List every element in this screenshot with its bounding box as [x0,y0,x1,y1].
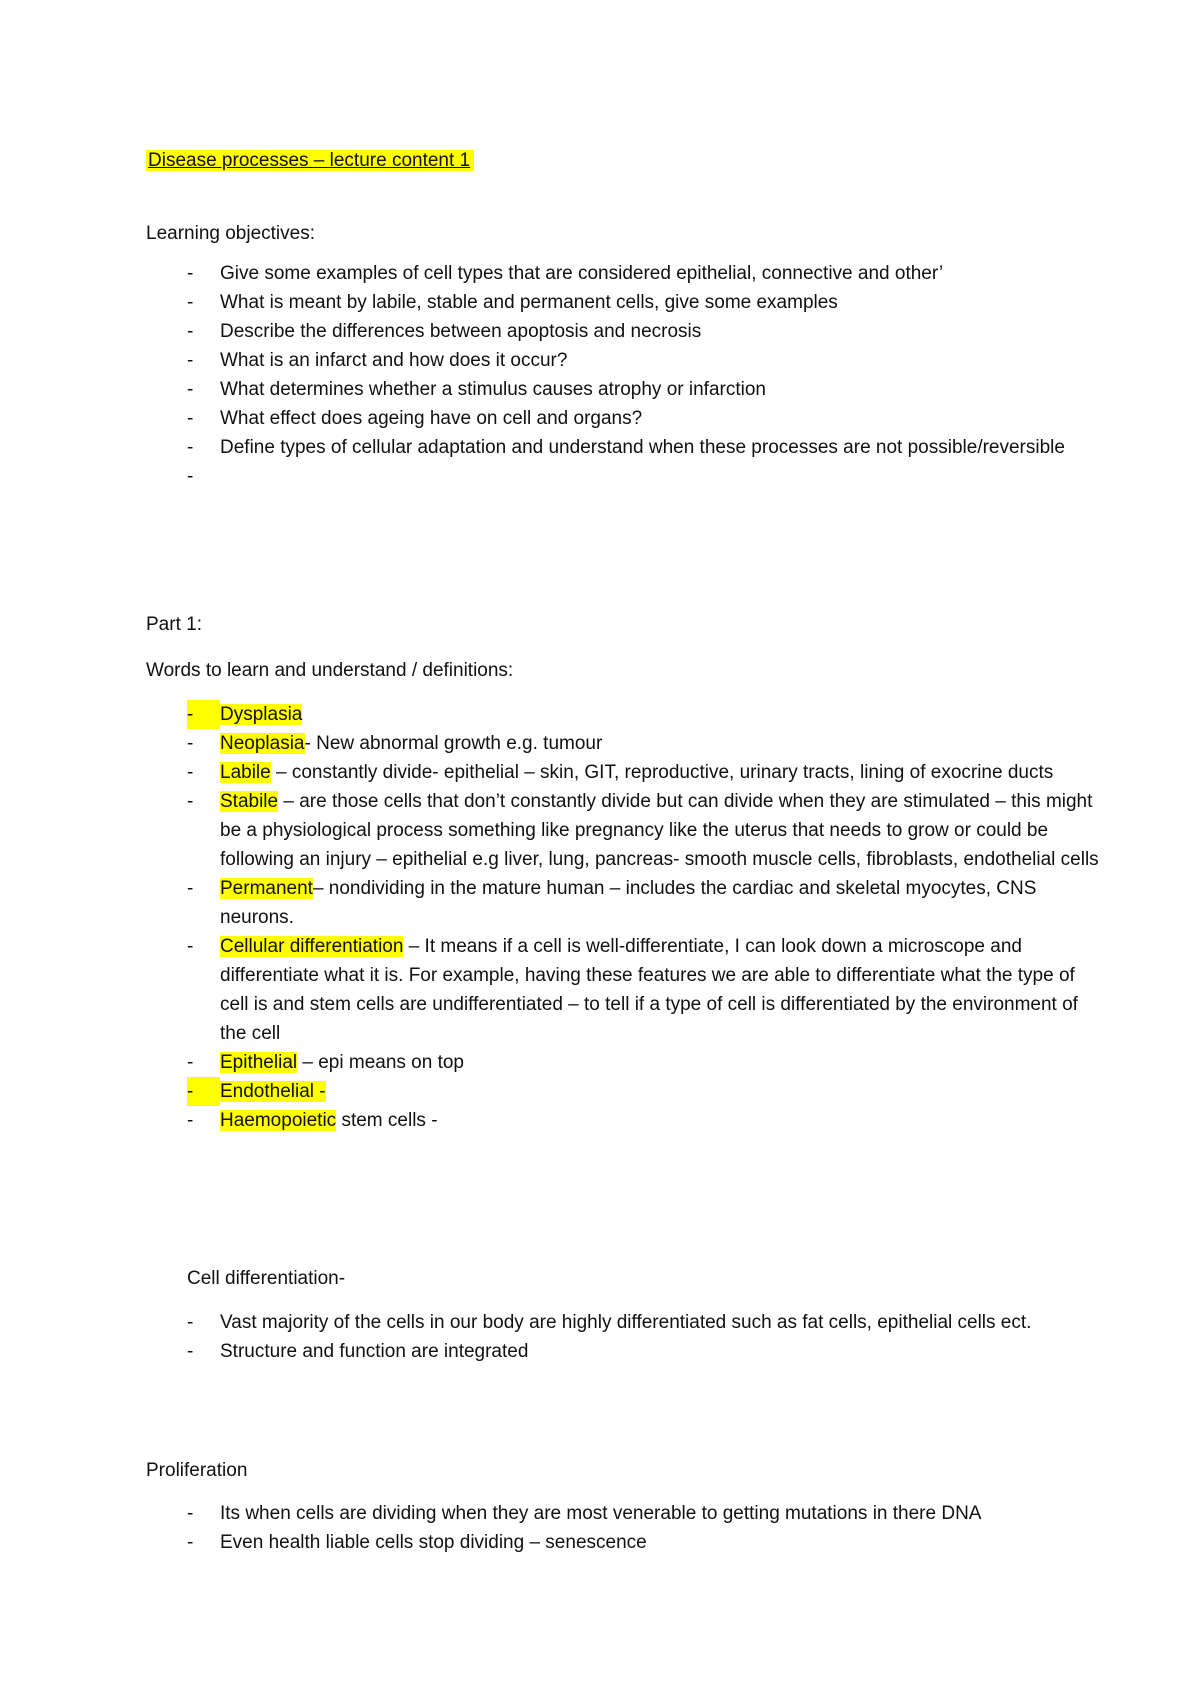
definition-item: - Epithelial – epi means on top [187,1048,1107,1077]
proliferation-list [187,1499,1107,1557]
list-bullet: - [187,321,194,342]
definition-term: Labile [220,762,271,783]
list-bullet: - [187,1077,220,1106]
definitions-heading: Words to learn and understand / definitions: [146,660,514,681]
definition-term: Stabile [220,791,279,812]
definition-item [187,1077,1107,1106]
list-item: - Structure and function are integrated [187,1337,1107,1366]
list-bullet: - [187,1052,194,1073]
list-item: - Even health liable cells stop dividing – senescence [187,1528,1107,1557]
list-bullet: - [187,791,194,812]
list-bullet: - [187,700,220,729]
list-bullet: - [187,878,194,899]
definition-item [187,700,1107,729]
list-bullet: - [187,350,194,371]
definition-item: - Stabile – are those cells that don’t constantly divide but can divide when they are stimulated – this might be a physiological process something like pregnancy like the uterus that needs to grow or could be following an injury – epithelial e.g liver, lung, pancreas- smooth muscle cells, fibroblasts, endothelial cells [187,787,1107,874]
page-title [146,146,474,175]
list-item: - Vast majority of the cells in our body are highly differentiated such as fat cells, epithelial cells ect. [187,1308,1107,1337]
definition-item: - Labile – constantly divide- epithelial – skin, GIT, reproductive, urinary tracts, lining of exocrine ducts [187,758,1107,787]
list-bullet: - [187,936,194,957]
part-heading: Part 1: [146,614,202,635]
learning-objectives-list [187,259,1107,491]
definition-item: - Haemopoietic stem cells - [187,1106,1107,1135]
list-bullet: - [187,292,194,313]
list-bullet: - [187,1312,194,1333]
proliferation-heading: Proliferation [146,1460,248,1481]
list-item [187,462,1107,491]
list-bullet: - [187,1341,194,1362]
list-bullet: - [187,1532,194,1553]
cell-differentiation-list [187,1308,1107,1366]
list-bullet: - [187,466,194,487]
cell-differentiation-heading: Cell differentiation- [187,1268,346,1289]
list-bullet: - [187,1110,194,1131]
definition-item: - Cellular differentiation – It means if a cell is well-differentiate, I can look down a microscope and differentiate what it is. For example, having these features we are able to differentiate what the type of cell is and stem cells are undifferentiated – to tell if a type of cell is differentiated by the environment of the cell [187,932,1107,1048]
list-bullet: - [187,263,194,284]
list-item: - What determines whether a stimulus causes atrophy or infarction [187,375,1107,404]
list-item: - Define types of cellular adaptation and understand when these processes are not possible/reversible [187,433,1107,462]
list-bullet: - [187,733,194,754]
list-item: - Describe the differences between apoptosis and necrosis [187,317,1107,346]
list-bullet: - [187,1503,194,1524]
definitions-list [187,700,1107,1135]
definition-term: Dysplasia [220,704,303,725]
list-bullet: - [187,762,194,783]
list-item: - What is meant by labile, stable and permanent cells, give some examples [187,288,1107,317]
definition-item: - Neoplasia- New abnormal growth e.g. tumour [187,729,1107,758]
learning-objectives-heading: Learning objectives: [146,223,315,244]
definition-term: Endothelial - [220,1081,326,1102]
list-bullet: - [187,408,194,429]
definition-term: Permanent [220,878,313,899]
definition-term: Cellular differentiation [220,936,404,957]
list-item: - Its when cells are dividing when they are most venerable to getting mutations in there DNA [187,1499,1107,1528]
list-bullet: - [187,379,194,400]
definition-term: Epithelial [220,1052,298,1073]
list-item: - Give some examples of cell types that are considered epithelial, connective and other’ [187,259,1107,288]
page-title-text: Disease processes – lecture content 1 [146,150,474,171]
definition-term: Neoplasia [220,733,305,754]
definition-term: Haemopoietic [220,1110,337,1131]
list-item: - What effect does ageing have on cell and organs? [187,404,1107,433]
definition-item: - Permanent– nondividing in the mature human – includes the cardiac and skeletal myocytes, CNS neurons. [187,874,1107,932]
list-bullet: - [187,437,194,458]
list-item: - What is an infarct and how does it occur? [187,346,1107,375]
